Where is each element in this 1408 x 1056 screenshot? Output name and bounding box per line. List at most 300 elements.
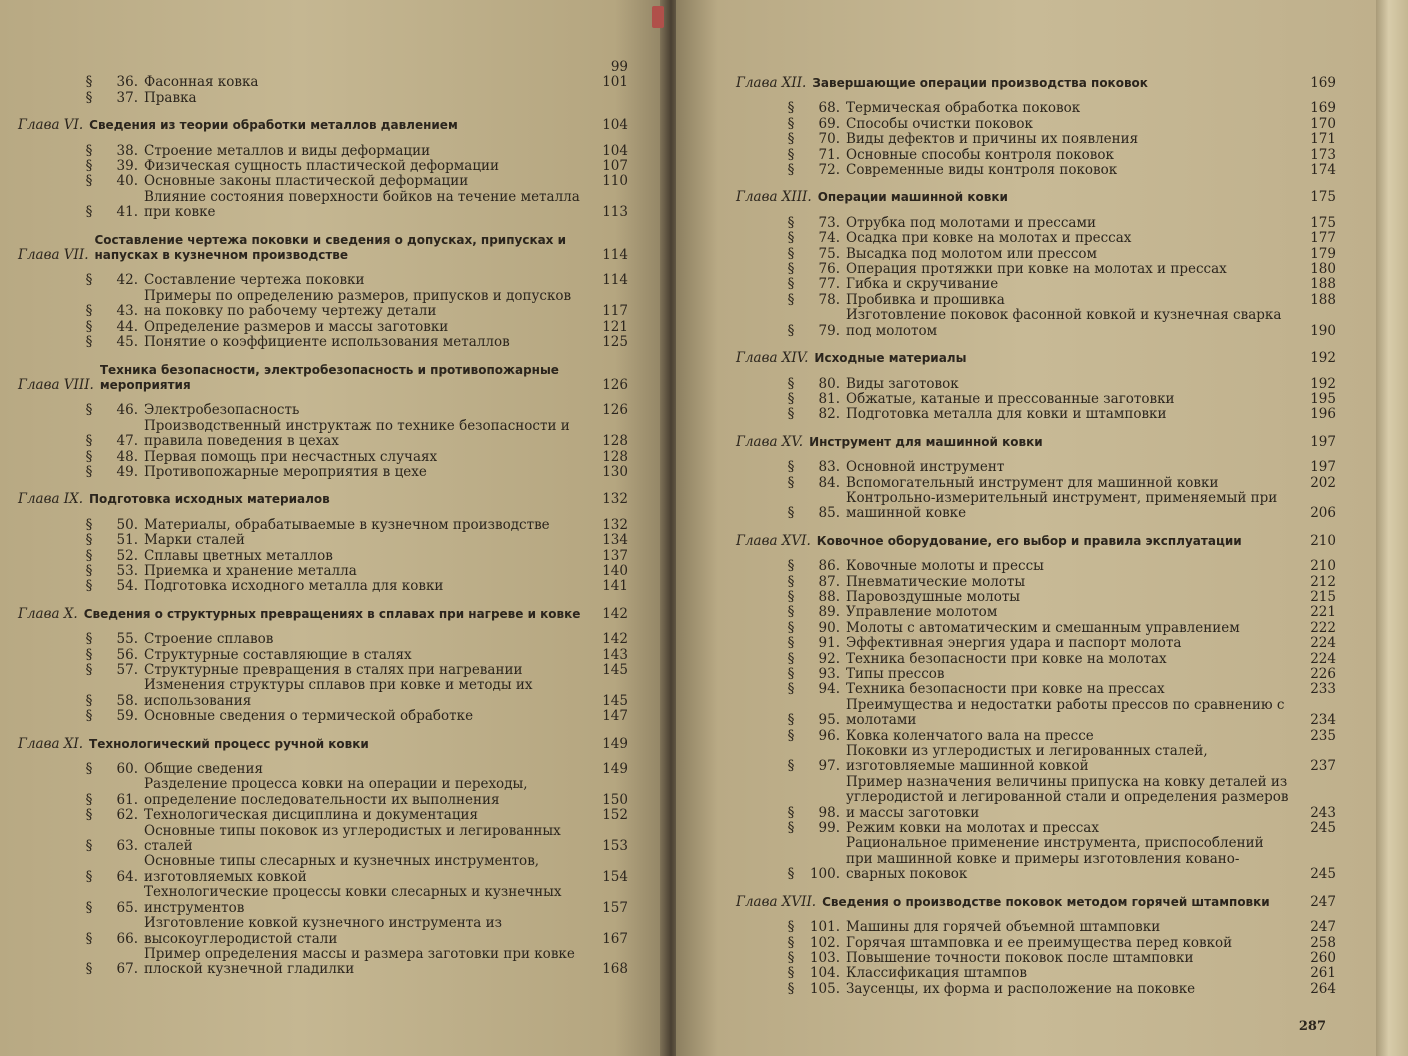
section-sign: § bbox=[787, 949, 795, 966]
toc-entry bbox=[18, 450, 628, 465]
section-page: 237 bbox=[1310, 758, 1336, 775]
toc-entry bbox=[18, 518, 628, 533]
chapter-number: Глава XV. bbox=[736, 433, 804, 450]
section-page: 113 bbox=[602, 204, 628, 221]
section-sign: § bbox=[787, 681, 795, 698]
section-page: 233 bbox=[1310, 681, 1336, 698]
section-title: Марки сталей bbox=[144, 533, 245, 549]
chapter-page: 142 bbox=[602, 605, 628, 622]
section-sign: § bbox=[85, 692, 93, 709]
section-page: 126 bbox=[602, 402, 628, 419]
section-page: 234 bbox=[1310, 712, 1336, 729]
chapter-heading bbox=[18, 607, 628, 622]
toc-entry bbox=[736, 682, 1336, 697]
section-page: 177 bbox=[1310, 230, 1336, 247]
chapter-heading bbox=[736, 435, 1336, 450]
section-page: 258 bbox=[1310, 934, 1336, 951]
section-title: Сплавы цветных металлов bbox=[144, 548, 333, 564]
section-title: Первая помощь при несчастных случаях bbox=[144, 449, 438, 465]
section-number: 73. bbox=[818, 214, 840, 231]
toc-entry bbox=[736, 476, 1336, 491]
section-page: 171 bbox=[1310, 131, 1336, 148]
section-number: 89. bbox=[818, 604, 840, 621]
toc-entry bbox=[736, 836, 1336, 882]
section-sign: § bbox=[787, 146, 795, 163]
section-title: Повышение точности поковок после штамповки bbox=[846, 950, 1194, 966]
section-title: Материалы, обрабатываемые в кузнечном производстве bbox=[144, 517, 550, 533]
section-page: 180 bbox=[1310, 261, 1336, 278]
section-number: 62. bbox=[116, 807, 138, 824]
section-title: Основные законы пластической деформации bbox=[144, 174, 469, 190]
section-title: Основные типы слесарных и кузнечных инструментов, изготовляемых ковкой bbox=[144, 854, 540, 885]
section-title: Режим ковки на молотах и прессах bbox=[846, 821, 1099, 837]
section-number: 86. bbox=[818, 558, 840, 575]
section-page: 117 bbox=[602, 303, 628, 320]
section-title: Вспомогательный инструмент для машинной ковки bbox=[846, 475, 1219, 491]
section-number: 48. bbox=[116, 448, 138, 465]
section-title: Пробивка и прошивка bbox=[846, 292, 1005, 308]
chapter-heading bbox=[736, 534, 1336, 549]
section-title: Контрольно-измерительный инструмент, применяемый при машинной ковке bbox=[846, 490, 1278, 522]
section-sign: § bbox=[85, 899, 93, 916]
section-number: 91. bbox=[818, 635, 840, 652]
section-page: 175 bbox=[1310, 214, 1336, 231]
section-page: 141 bbox=[602, 578, 628, 595]
chapter-title: Инструмент для машинной ковки bbox=[809, 434, 1043, 449]
chapter-title: Составление чертежа поковки и сведения о допусках, припусках и напусках в кузнечном производстве bbox=[94, 232, 567, 263]
section-page: 142 bbox=[602, 631, 628, 648]
section-sign: § bbox=[85, 930, 93, 947]
toc-entry bbox=[18, 465, 628, 480]
toc-entry bbox=[18, 947, 628, 978]
chapter-title: Завершающие операции производства поковок bbox=[812, 76, 1148, 90]
section-title: Способы очистки поковок bbox=[846, 116, 1033, 132]
chapter-number: Глава XIV. bbox=[736, 350, 809, 367]
section-page: 202 bbox=[1310, 474, 1336, 491]
section-sign: § bbox=[787, 276, 795, 293]
section-page: 245 bbox=[1310, 866, 1336, 883]
section-sign: § bbox=[85, 532, 93, 549]
toc-entry bbox=[736, 148, 1336, 163]
section-title: Обжатые, катаные и прессованные заготовки bbox=[846, 391, 1175, 407]
section-number: 64. bbox=[116, 868, 138, 885]
section-number: 59. bbox=[116, 708, 138, 725]
section-number: 40. bbox=[116, 173, 138, 190]
section-title: Приемка и хранение металла bbox=[144, 563, 357, 579]
section-number: 90. bbox=[818, 619, 840, 636]
chapter-page: 197 bbox=[1310, 433, 1336, 450]
toc-entry bbox=[736, 605, 1336, 620]
section-sign: § bbox=[85, 562, 93, 579]
section-number: 83. bbox=[818, 459, 840, 476]
toc-entry bbox=[736, 590, 1336, 605]
section-page: 134 bbox=[602, 532, 628, 549]
toc-entry bbox=[736, 636, 1336, 651]
section-sign: § bbox=[85, 708, 93, 725]
section-sign: § bbox=[787, 619, 795, 636]
toc-entry bbox=[736, 559, 1336, 574]
toc-entry bbox=[736, 821, 1336, 836]
section-title: Пример назначения величины припуска на ковку деталей из углеродистой и легированной стали и определения размеров и массы заготовки bbox=[846, 774, 1289, 821]
toc-entry bbox=[736, 293, 1336, 308]
section-title: Виды заготовок bbox=[846, 376, 959, 392]
section-title: Составление чертежа поковки bbox=[144, 273, 365, 289]
section-sign: § bbox=[85, 761, 93, 778]
section-number: 104. bbox=[809, 965, 840, 982]
toc-entry bbox=[18, 335, 628, 350]
section-sign: § bbox=[85, 463, 93, 480]
section-sign: § bbox=[787, 980, 795, 997]
toc-entry bbox=[736, 729, 1336, 744]
section-number: 67. bbox=[116, 961, 138, 978]
section-page: 190 bbox=[1310, 322, 1336, 339]
section-page: 243 bbox=[1310, 804, 1336, 821]
section-title: Техника безопасности при ковке на прессах bbox=[846, 682, 1165, 698]
section-sign: § bbox=[85, 334, 93, 351]
section-title: Управление молотом bbox=[846, 605, 998, 621]
section-sign: § bbox=[85, 516, 93, 533]
section-title: Технологические процессы ковки слесарных и кузнечных инструментов bbox=[144, 885, 562, 916]
left-page bbox=[0, 0, 668, 1056]
toc-entry bbox=[18, 289, 628, 320]
chapter-number: Глава IX. bbox=[18, 491, 84, 508]
toc-entry bbox=[736, 392, 1336, 407]
section-number: 51. bbox=[116, 532, 138, 549]
section-title: Противопожарные мероприятия в цехе bbox=[144, 464, 427, 480]
section-title: Современные виды контроля поковок bbox=[846, 163, 1118, 179]
section-title: Основные сведения о термической обработке bbox=[144, 709, 474, 725]
section-title: Структурные превращения в сталях при нагревании bbox=[144, 663, 523, 678]
section-sign: § bbox=[787, 406, 795, 423]
section-number: 49. bbox=[116, 463, 138, 480]
section-title: Производственный инструктаж по технике безопасности и правила поведения в цехах bbox=[144, 418, 570, 450]
section-page: 130 bbox=[602, 463, 628, 480]
section-number: 68. bbox=[818, 100, 840, 117]
toc-entry bbox=[18, 709, 628, 724]
section-title: Структурные составляющие в сталях bbox=[144, 647, 412, 663]
section-page: 179 bbox=[1310, 245, 1336, 262]
section-title: Высадка под молотом или прессом bbox=[846, 246, 1098, 262]
section-number: 70. bbox=[818, 131, 840, 148]
toc-entry bbox=[18, 678, 628, 709]
section-sign: § bbox=[85, 868, 93, 885]
toc-entry bbox=[18, 549, 628, 564]
section-page: 154 bbox=[602, 868, 628, 885]
section-number: 55. bbox=[116, 631, 138, 648]
section-sign: § bbox=[85, 578, 93, 595]
chapter-number: Глава XII. bbox=[736, 75, 807, 91]
chapter-page: 192 bbox=[1310, 350, 1336, 367]
section-page: 192 bbox=[1310, 375, 1336, 392]
toc-entry bbox=[736, 262, 1336, 277]
toc-entry bbox=[18, 916, 628, 947]
section-page: 128 bbox=[602, 448, 628, 465]
section-sign: § bbox=[85, 646, 93, 663]
section-number: 87. bbox=[818, 573, 840, 590]
section-page: 167 bbox=[602, 930, 628, 947]
section-title: Определение размеров и массы заготовки bbox=[144, 319, 449, 335]
section-title: Примеры по определению размеров, припусков и допусков на поковку по рабочему чертежу детали bbox=[144, 288, 572, 320]
section-title: Ковочные молоты и прессы bbox=[846, 559, 1044, 575]
section-page: 224 bbox=[1310, 650, 1336, 667]
section-sign: § bbox=[85, 402, 93, 419]
toc-entry bbox=[18, 75, 628, 90]
section-page: 128 bbox=[602, 433, 628, 450]
section-page: 212 bbox=[1310, 573, 1336, 590]
section-page: 170 bbox=[1310, 115, 1336, 132]
section-sign: § bbox=[85, 142, 93, 159]
chapter-heading bbox=[18, 363, 628, 394]
section-page: 210 bbox=[1310, 558, 1336, 575]
section-title: Фасонная ковка bbox=[144, 75, 259, 91]
chapter-number: Глава VII. bbox=[18, 247, 89, 264]
section-page: 153 bbox=[602, 838, 628, 855]
section-sign: § bbox=[85, 204, 93, 221]
toc-entry bbox=[736, 936, 1336, 951]
section-number: 96. bbox=[818, 727, 840, 744]
left-toc bbox=[18, 75, 628, 977]
section-title: Машины для горячей объемной штамповки bbox=[846, 920, 1161, 936]
section-sign: § bbox=[85, 303, 93, 320]
section-number: 74. bbox=[818, 230, 840, 247]
toc-entry bbox=[736, 652, 1336, 667]
section-page: 247 bbox=[1310, 919, 1336, 936]
section-page: 145 bbox=[602, 662, 628, 678]
section-number: 97. bbox=[818, 758, 840, 775]
section-title: Строение металлов и виды деформации bbox=[144, 143, 431, 159]
toc-entry bbox=[18, 648, 628, 663]
section-title: Правка bbox=[144, 90, 197, 106]
section-sign: § bbox=[787, 635, 795, 652]
section-number: 37. bbox=[116, 89, 138, 106]
section-sign: § bbox=[787, 804, 795, 821]
toc-entry bbox=[736, 247, 1336, 262]
section-number: 78. bbox=[818, 291, 840, 308]
section-title: Влияние состояния поверхности бойков на течение металла при ковке bbox=[144, 189, 580, 221]
section-page: 226 bbox=[1310, 666, 1336, 682]
section-sign: § bbox=[85, 547, 93, 564]
section-sign: § bbox=[85, 433, 93, 450]
section-sign: § bbox=[787, 934, 795, 951]
chapter-heading bbox=[736, 190, 1336, 205]
toc-entry bbox=[736, 575, 1336, 590]
section-page: 132 bbox=[602, 516, 628, 533]
section-page: 110 bbox=[602, 173, 628, 190]
section-page: 152 bbox=[602, 807, 628, 824]
section-page: 145 bbox=[602, 692, 628, 709]
section-sign: § bbox=[787, 245, 795, 262]
toc-entry bbox=[18, 632, 628, 647]
section-number: 58. bbox=[116, 692, 138, 709]
section-page: 224 bbox=[1310, 635, 1336, 652]
section-title: Пример определения массы и размера заготовки при ковке плоской кузнечной гладилки bbox=[144, 946, 575, 978]
toc-entry bbox=[18, 885, 628, 916]
section-page: 157 bbox=[602, 899, 628, 916]
section-page: 101 bbox=[602, 74, 628, 91]
section-title: Классификация штампов bbox=[846, 966, 1028, 982]
chapter-page: 247 bbox=[1310, 893, 1336, 910]
section-sign: § bbox=[787, 573, 795, 590]
section-number: 77. bbox=[818, 276, 840, 293]
toc-entry bbox=[736, 966, 1336, 981]
section-number: 53. bbox=[116, 562, 138, 579]
section-title: Технологическая дисциплина и документация bbox=[144, 808, 479, 824]
toc-entry bbox=[18, 564, 628, 579]
section-number: 61. bbox=[116, 791, 138, 808]
section-number: 43. bbox=[116, 303, 138, 320]
chapter-number: Глава XI. bbox=[18, 735, 84, 752]
toc-entry bbox=[18, 762, 628, 777]
section-sign: § bbox=[787, 758, 795, 775]
chapter-heading bbox=[18, 492, 628, 507]
section-page: 260 bbox=[1310, 949, 1336, 966]
section-page: 221 bbox=[1310, 604, 1336, 621]
section-page: 140 bbox=[602, 562, 628, 579]
chapter-title: Операции машинной ковки bbox=[817, 190, 1008, 205]
toc-entry bbox=[18, 159, 628, 174]
toc-entry bbox=[736, 698, 1336, 729]
section-title: Подготовка исходного металла для ковки bbox=[144, 579, 444, 595]
toc-entry bbox=[736, 951, 1336, 966]
chapter-page: 104 bbox=[602, 117, 628, 134]
section-sign: § bbox=[787, 965, 795, 982]
section-title: Изменения структуры сплавов при ковке и методы их использования bbox=[144, 678, 533, 709]
section-number: 92. bbox=[818, 650, 840, 667]
section-page: 137 bbox=[602, 547, 628, 564]
section-number: 65. bbox=[116, 899, 138, 916]
toc-entry bbox=[736, 982, 1336, 997]
section-number: 98. bbox=[818, 804, 840, 821]
section-page: 150 bbox=[602, 791, 628, 808]
section-title: Физическая сущность пластической деформации bbox=[144, 159, 500, 175]
section-sign: § bbox=[787, 650, 795, 667]
section-title: Общие сведения bbox=[144, 762, 263, 778]
toc-entry bbox=[736, 491, 1336, 522]
chapter-title: Сведения о структурных превращениях в сплавах при нагреве и ковке bbox=[83, 606, 581, 621]
chapter-number: Глава XVII. bbox=[736, 893, 817, 910]
section-number: 79. bbox=[818, 322, 840, 339]
section-sign: § bbox=[787, 375, 795, 392]
section-number: 60. bbox=[116, 761, 138, 778]
section-number: 94. bbox=[818, 681, 840, 698]
section-number: 72. bbox=[818, 162, 840, 179]
section-page: 107 bbox=[602, 158, 628, 175]
section-number: 45. bbox=[116, 334, 138, 351]
section-page: 173 bbox=[1310, 146, 1336, 163]
chapter-heading bbox=[18, 233, 628, 264]
toc-entry bbox=[736, 621, 1336, 636]
section-sign: § bbox=[85, 807, 93, 824]
section-sign: § bbox=[787, 558, 795, 575]
section-sign: § bbox=[787, 100, 795, 117]
chapter-title: Техника безопасности, электробезопасность и противопожарные мероприятия bbox=[99, 362, 559, 392]
section-sign: § bbox=[787, 505, 795, 522]
section-page: 174 bbox=[1310, 162, 1336, 179]
section-title: Гибка и скручивание bbox=[846, 277, 999, 293]
bookmark-ribbon bbox=[652, 6, 664, 28]
chapter-page: 126 bbox=[602, 376, 628, 393]
section-number: 76. bbox=[818, 261, 840, 278]
toc-entry bbox=[736, 101, 1336, 116]
toc-entry bbox=[736, 277, 1336, 292]
section-sign: § bbox=[85, 631, 93, 648]
section-sign: § bbox=[787, 322, 795, 339]
toc-entry bbox=[736, 308, 1336, 339]
toc-entry bbox=[736, 460, 1336, 475]
section-page: 197 bbox=[1310, 459, 1336, 476]
section-title: Виды дефектов и причины их появления bbox=[846, 132, 1139, 148]
toc-entry bbox=[18, 824, 628, 855]
section-sign: § bbox=[787, 712, 795, 729]
section-title: Подготовка металла для ковки и штамповки bbox=[846, 407, 1167, 423]
section-title: Операция протяжки при ковке на молотах и прессах bbox=[846, 262, 1227, 278]
section-number: 100. bbox=[809, 866, 840, 883]
chapter-number: Глава VIII. bbox=[18, 376, 94, 393]
section-number: 69. bbox=[818, 115, 840, 132]
section-sign: § bbox=[787, 727, 795, 744]
section-title: Горячая штамповка и ее преимущества перед ковкой bbox=[846, 935, 1233, 951]
section-sign: § bbox=[787, 474, 795, 491]
toc-entry bbox=[736, 117, 1336, 132]
section-number: 71. bbox=[818, 146, 840, 163]
section-number: 93. bbox=[818, 666, 840, 682]
section-number: 82. bbox=[818, 406, 840, 423]
section-title: Основной инструмент bbox=[846, 460, 1005, 476]
chapter-heading bbox=[736, 76, 1336, 91]
section-number: 56. bbox=[116, 646, 138, 663]
lead-page-number: 99 bbox=[610, 59, 628, 75]
section-sign: § bbox=[85, 961, 93, 978]
section-title: Поковки из углеродистых и легированных сталей, изготовляемые машинной ковкой bbox=[846, 744, 1208, 775]
section-title: Техника безопасности при ковке на молотах bbox=[846, 651, 1167, 667]
right-page bbox=[676, 0, 1376, 1056]
section-sign: § bbox=[85, 838, 93, 855]
section-page: 188 bbox=[1310, 291, 1336, 308]
section-number: 57. bbox=[116, 662, 138, 678]
section-title: Эффективная энергия удара и паспорт молота bbox=[846, 636, 1182, 652]
toc-entry bbox=[18, 91, 628, 106]
section-number: 102. bbox=[809, 934, 840, 951]
toc-entry bbox=[18, 190, 628, 221]
chapter-heading bbox=[736, 895, 1336, 910]
section-title: Изготовление ковкой кузнечного инструмента из высокоуглеродистой стали bbox=[144, 916, 502, 947]
section-title: Ковка коленчатого вала на прессе bbox=[846, 728, 1094, 744]
chapter-title: Исходные материалы bbox=[814, 351, 967, 366]
section-number: 52. bbox=[116, 547, 138, 564]
chapter-page: 149 bbox=[602, 735, 628, 752]
section-number: 50. bbox=[116, 516, 138, 533]
section-number: 46. bbox=[116, 402, 138, 419]
toc-entry bbox=[18, 320, 628, 335]
section-page: 125 bbox=[602, 334, 628, 351]
toc-entry bbox=[18, 533, 628, 548]
section-number: 44. bbox=[116, 318, 138, 335]
section-sign: § bbox=[787, 866, 795, 883]
section-page: 215 bbox=[1310, 588, 1336, 605]
section-sign: § bbox=[85, 74, 93, 91]
section-page: 121 bbox=[602, 318, 628, 335]
section-title: Строение сплавов bbox=[144, 632, 274, 648]
section-title: Преимущества и недостатки работы прессов по сравнению с молотами bbox=[846, 697, 1285, 729]
section-number: 105. bbox=[809, 980, 840, 997]
section-title: Молоты с автоматическим и смешанным управлением bbox=[846, 620, 1240, 636]
section-number: 84. bbox=[818, 474, 840, 491]
toc-entry bbox=[736, 775, 1336, 821]
section-page: 147 bbox=[602, 708, 628, 725]
section-page: 196 bbox=[1310, 406, 1336, 423]
section-number: 42. bbox=[116, 272, 138, 289]
section-number: 39. bbox=[116, 158, 138, 175]
